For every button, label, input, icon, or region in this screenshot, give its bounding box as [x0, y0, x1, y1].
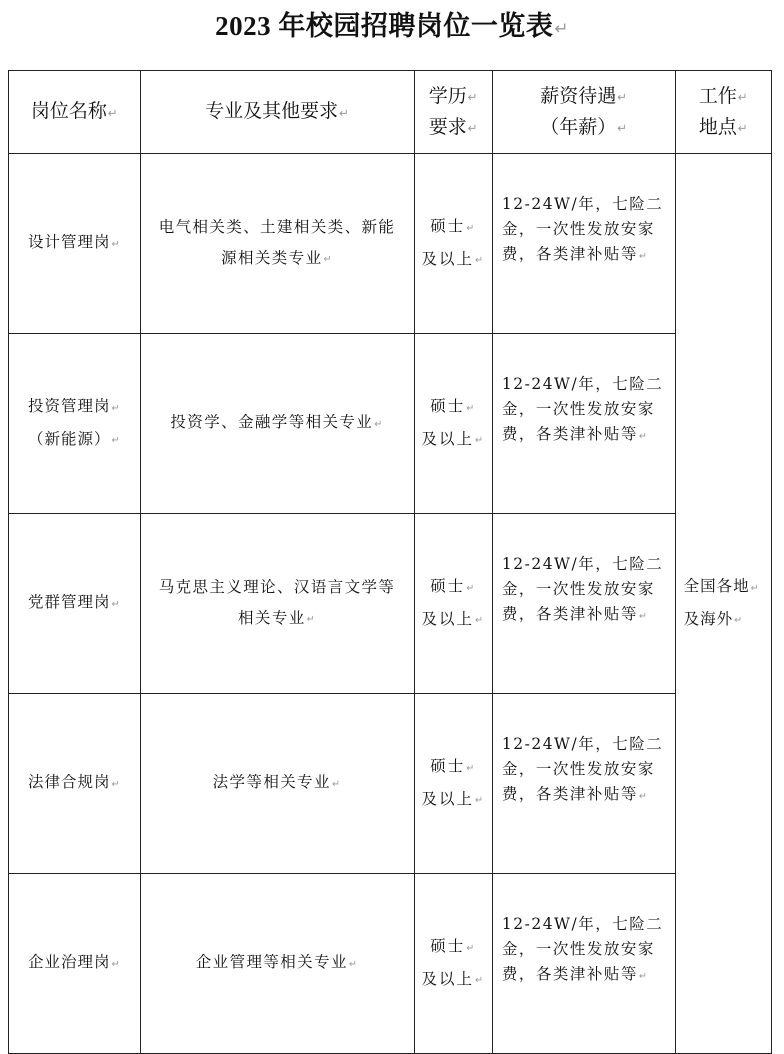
paragraph-mark-icon: ↵ — [638, 610, 649, 622]
paragraph-mark-icon: ↵ — [467, 90, 478, 104]
paragraph-mark-icon: ↵ — [111, 435, 121, 447]
paragraph-mark-icon: ↵ — [617, 121, 628, 136]
paragraph-mark-icon: ↵ — [474, 615, 485, 627]
education-cell: 硕士↵ 及以上↵ — [414, 694, 492, 874]
paragraph-mark-icon: ↵ — [331, 778, 342, 790]
header-salary: 薪资待遇↵ （年薪）↵ — [492, 71, 675, 154]
paragraph-mark-icon: ↵ — [374, 418, 384, 430]
requirements-cell: 企业管理等相关专业↵ — [140, 874, 414, 1054]
paragraph-mark-icon: ↵ — [474, 975, 485, 987]
table-row — [9, 154, 772, 334]
paragraph-mark-icon: ↵ — [466, 582, 477, 594]
paragraph-mark-icon: ↵ — [348, 958, 359, 970]
paragraph-mark-icon: ↵ — [617, 90, 628, 104]
salary-cell: 12-24W/年，七险二金，一次性发放安家费，各类津补贴等↵ — [492, 694, 675, 874]
paragraph-mark-icon: ↵ — [111, 778, 121, 790]
location-cell: 全国各地↵ 及海外↵ — [675, 154, 771, 1054]
table-row — [9, 334, 772, 514]
paragraph-mark-icon: ↵ — [111, 238, 121, 250]
requirements-cell: 投资学、金融学等相关专业↵ — [140, 334, 414, 514]
paragraph-mark-icon: ↵ — [466, 222, 477, 234]
paragraph-mark-icon: ↵ — [638, 790, 649, 802]
header-education: 学历↵ 要求↵ — [414, 71, 492, 154]
education-cell: 硕士↵ 及以上↵ — [414, 514, 492, 694]
salary-cell: 12-24W/年，七险二金，一次性发放安家费，各类津补贴等↵ — [492, 874, 675, 1054]
paragraph-mark-icon: ↵ — [111, 958, 121, 970]
salary-cell: 12-24W/年，七险二金，一次性发放安家费，各类津补贴等↵ — [492, 154, 675, 334]
paragraph-mark-icon: ↵ — [467, 121, 478, 136]
paragraph-mark-icon: ↵ — [466, 762, 477, 774]
paragraph-mark-icon: ↵ — [306, 614, 317, 626]
requirements-cell: 马克思主义理论、汉语言文学等相关专业↵ — [140, 514, 414, 694]
table-row — [9, 514, 772, 694]
position-cell: 投资管理岗↵ （新能源）↵ — [9, 334, 141, 514]
page-title-text: 2023 年校园招聘岗位一览表 — [215, 11, 554, 41]
paragraph-mark-icon: ↵ — [466, 942, 477, 954]
education-cell: 硕士↵ 及以上↵ — [414, 154, 492, 334]
salary-cell: 12-24W/年，七险二金，一次性发放安家费，各类津补贴等↵ — [492, 334, 675, 514]
salary-cell: 12-24W/年，七险二金，一次性发放安家费，各类津补贴等↵ — [492, 514, 675, 694]
paragraph-mark-icon: ↵ — [554, 18, 569, 39]
position-cell: 设计管理岗↵ — [9, 154, 141, 334]
paragraph-mark-icon: ↵ — [466, 402, 477, 414]
paragraph-mark-icon: ↵ — [474, 255, 485, 267]
paragraph-mark-icon: ↵ — [474, 435, 485, 447]
paragraph-mark-icon: ↵ — [734, 615, 744, 627]
paragraph-mark-icon: ↵ — [339, 105, 349, 120]
table-row — [9, 694, 772, 874]
requirements-cell: 电气相关类、土建相关类、新能源相关类专业↵ — [140, 154, 414, 334]
header-location: 工作↵ 地点↵ — [675, 71, 771, 154]
table-row — [9, 874, 772, 1054]
paragraph-mark-icon: ↵ — [107, 105, 118, 120]
position-cell: 企业治理岗↵ — [9, 874, 141, 1054]
position-cell: 党群管理岗↵ — [9, 514, 141, 694]
position-cell: 法律合规岗↵ — [9, 694, 141, 874]
recruitment-table — [8, 70, 772, 1054]
page-title — [0, 6, 784, 48]
paragraph-mark-icon: ↵ — [737, 90, 748, 104]
paragraph-mark-icon: ↵ — [323, 254, 333, 266]
paragraph-mark-icon: ↵ — [750, 582, 760, 594]
paragraph-mark-icon: ↵ — [638, 250, 649, 262]
header-position: 岗位名称↵ — [9, 71, 141, 154]
paragraph-mark-icon: ↵ — [737, 121, 748, 136]
table-header-row — [9, 71, 772, 154]
paragraph-mark-icon: ↵ — [111, 598, 121, 610]
education-cell: 硕士↵ 及以上↵ — [414, 334, 492, 514]
paragraph-mark-icon: ↵ — [638, 430, 649, 442]
paragraph-mark-icon: ↵ — [638, 970, 649, 982]
paragraph-mark-icon: ↵ — [111, 402, 121, 414]
education-cell: 硕士↵ 及以上↵ — [414, 874, 492, 1054]
requirements-cell: 法学等相关专业↵ — [140, 694, 414, 874]
header-requirements: 专业及其他要求↵ — [140, 71, 414, 154]
paragraph-mark-icon: ↵ — [474, 795, 485, 807]
